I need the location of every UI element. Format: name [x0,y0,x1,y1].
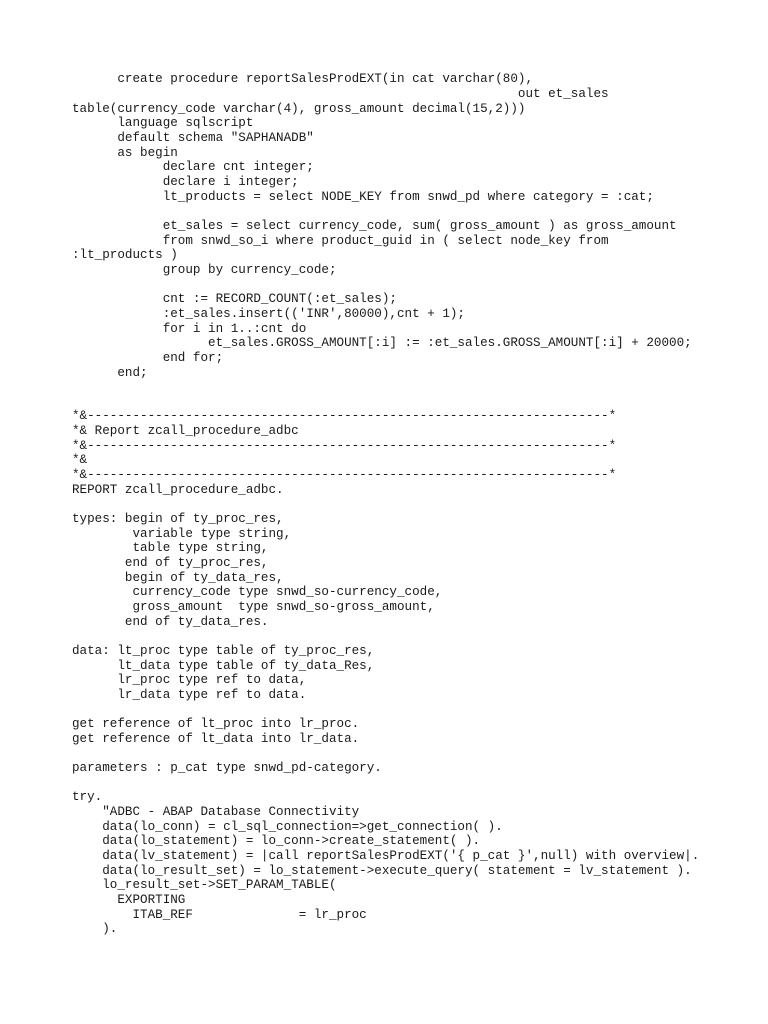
code-line: et_sales.GROSS_AMOUNT[:i] := :et_sales.GROSS_AMOUNT[:i] + 20000; [72,336,692,350]
code-line: end of ty_proc_res, [72,556,269,570]
code-line: data(lv_statement) = |call reportSalesProdEXT('{ p_cat }',null) with overview|. [72,849,700,863]
code-line: group by currency_code; [72,263,337,277]
code-line: "ADBC - ABAP Database Connectivity [72,805,360,819]
code-line: lt_products = select NODE_KEY from snwd_pd where category = :cat; [72,190,654,204]
code-line: data(lo_conn) = cl_sql_connection=>get_connection( ). [72,820,503,834]
code-line: lt_data type table of ty_data_Res, [72,659,375,673]
code-line: declare i integer; [72,175,299,189]
code-line: create procedure reportSalesProdEXT(in cat varchar(80), [72,72,534,86]
code-line: :et_sales.insert(('INR',80000),cnt + 1); [72,307,465,321]
code-line: end for; [72,351,224,365]
code-line: begin of ty_data_res, [72,571,284,585]
code-line: for i in 1..:cnt do [72,322,307,336]
code-line: end; [72,366,148,380]
code-line: *& [72,453,88,467]
code-line: *& Report zcall_procedure_adbc [72,424,299,438]
code-line: declare cnt integer; [72,160,314,174]
code-line: variable type string, [72,527,292,541]
code-line: end of ty_data_res. [72,615,269,629]
code-line: lr_proc type ref to data, [72,673,307,687]
code-line: parameters : p_cat type snwd_pd-category. [72,761,382,775]
code-line: get reference of lt_data into lr_data. [72,732,360,746]
code-line: ). [72,922,118,936]
code-line: data(lo_statement) = lo_conn->create_statement( ). [72,834,481,848]
code-line: *&---------------------------------------------------------------------* [72,468,617,482]
code-line: et_sales = select currency_code, sum( gross_amount ) as gross_amount [72,219,677,233]
code-line: *&---------------------------------------------------------------------* [72,409,617,423]
code-line: language sqlscript [72,116,254,130]
code-line: try. [72,790,103,804]
code-line: :lt_products ) [72,248,178,262]
code-line: data(lo_result_set) = lo_statement->execute_query( statement = lv_statement ). [72,864,692,878]
code-line: *&---------------------------------------------------------------------* [72,439,617,453]
code-line: table type string, [72,541,269,555]
code-line: get reference of lt_proc into lr_proc. [72,717,360,731]
code-line: out et_sales [72,87,609,101]
code-line: from snwd_so_i where product_guid in ( select node_key from [72,234,609,248]
code-line: table(currency_code varchar(4), gross_amount decimal(15,2))) [72,102,526,116]
code-line: cnt := RECORD_COUNT(:et_sales); [72,292,397,306]
code-line: REPORT zcall_procedure_adbc. [72,483,284,497]
code-line: lo_result_set->SET_PARAM_TABLE( [72,878,337,892]
code-line: ITAB_REF = lr_proc [72,908,367,922]
code-line: data: lt_proc type table of ty_proc_res, [72,644,375,658]
code-line: currency_code type snwd_so-currency_code, [72,585,443,599]
code-line: default schema "SAPHANADB" [72,131,314,145]
code-line: types: begin of ty_proc_res, [72,512,284,526]
code-line: EXPORTING [72,893,186,907]
code-line: lr_data type ref to data. [72,688,307,702]
code-line: as begin [72,146,178,160]
code-line: gross_amount type snwd_so-gross_amount, [72,600,435,614]
